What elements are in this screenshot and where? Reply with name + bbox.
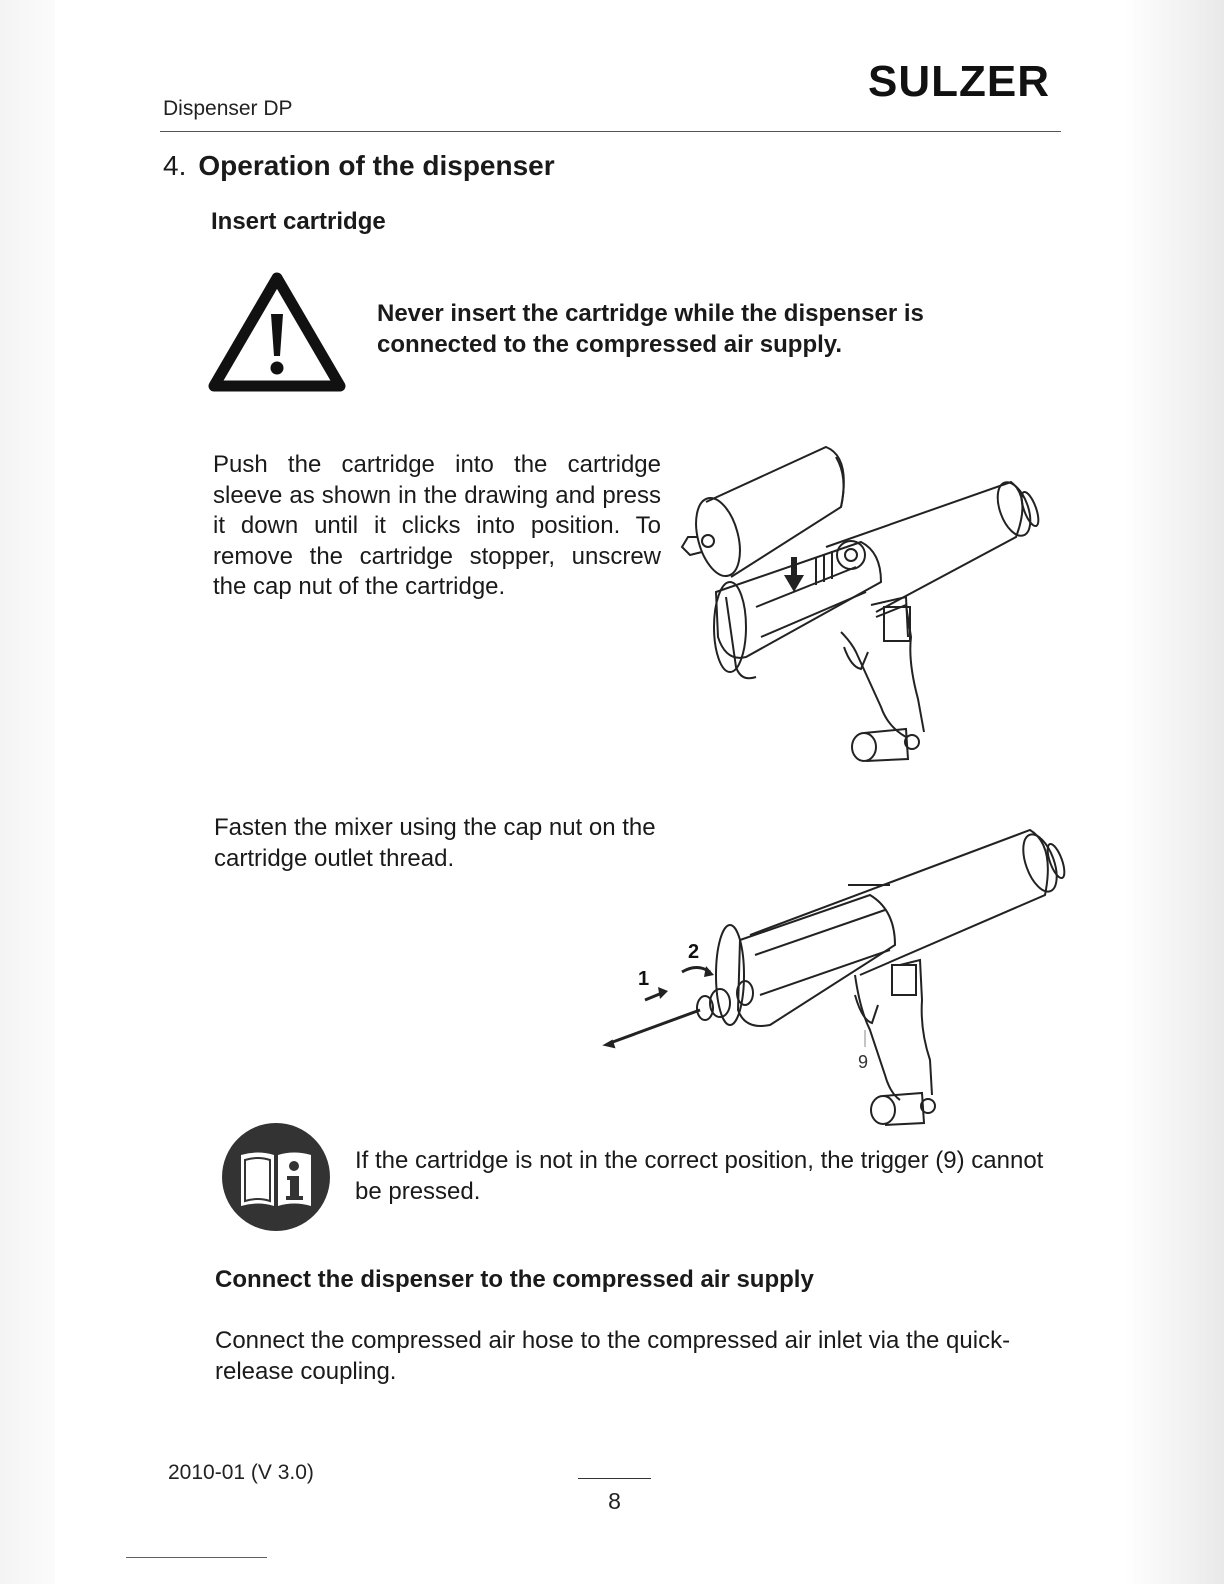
connect-air-heading: Connect the dispenser to the compressed air supply [215,1266,814,1293]
brand-logo: SULZER [868,57,1050,106]
mixer-fastening-drawing [600,825,1070,1130]
warning-text: Never insert the cartridge while the dispenser is connected to the compressed air supply. [377,300,924,358]
page-number-divider [578,1478,651,1479]
arrow-label-1: 1 [638,968,650,990]
connect-air-instructions: Connect the compressed air hose to the compressed air inlet via the quick-release coupling. [215,1327,1011,1385]
section-title: Operation of the dispenser [198,150,555,181]
link-underline [126,1557,267,1558]
warning-triangle-icon [208,272,346,392]
header-divider [160,131,1061,132]
fasten-mixer-instructions: Fasten the mixer using the cap nut on the cartridge outlet thread. [214,814,656,872]
section-heading [163,150,555,182]
cartridge-insertion-drawing [676,437,1056,772]
page-number: 8 [608,1488,621,1514]
page-edge-shadow-right [1124,0,1224,1584]
insert-cartridge-instructions: Push the cartridge into the cartridge sleeve as shown in the drawing and press it down until it clicks into position. To remove the cartridge stopper, unscrew the cap nut of the cartridge. [213,451,661,600]
page-edge-shadow-left [0,0,55,1584]
info-note-text: If the cartridge is not in the correct position, the trigger (9) cannot be pressed. [355,1147,1044,1205]
arrow-label-2: 2 [688,941,700,963]
insert-cartridge-heading: Insert cartridge [211,208,386,235]
document-title: Dispenser DP [163,97,293,120]
section-number: 4. [163,150,187,181]
info-book-icon [221,1122,331,1232]
document-version: 2010-01 (V 3.0) [168,1461,314,1484]
trigger-label: 9 [858,1052,869,1072]
